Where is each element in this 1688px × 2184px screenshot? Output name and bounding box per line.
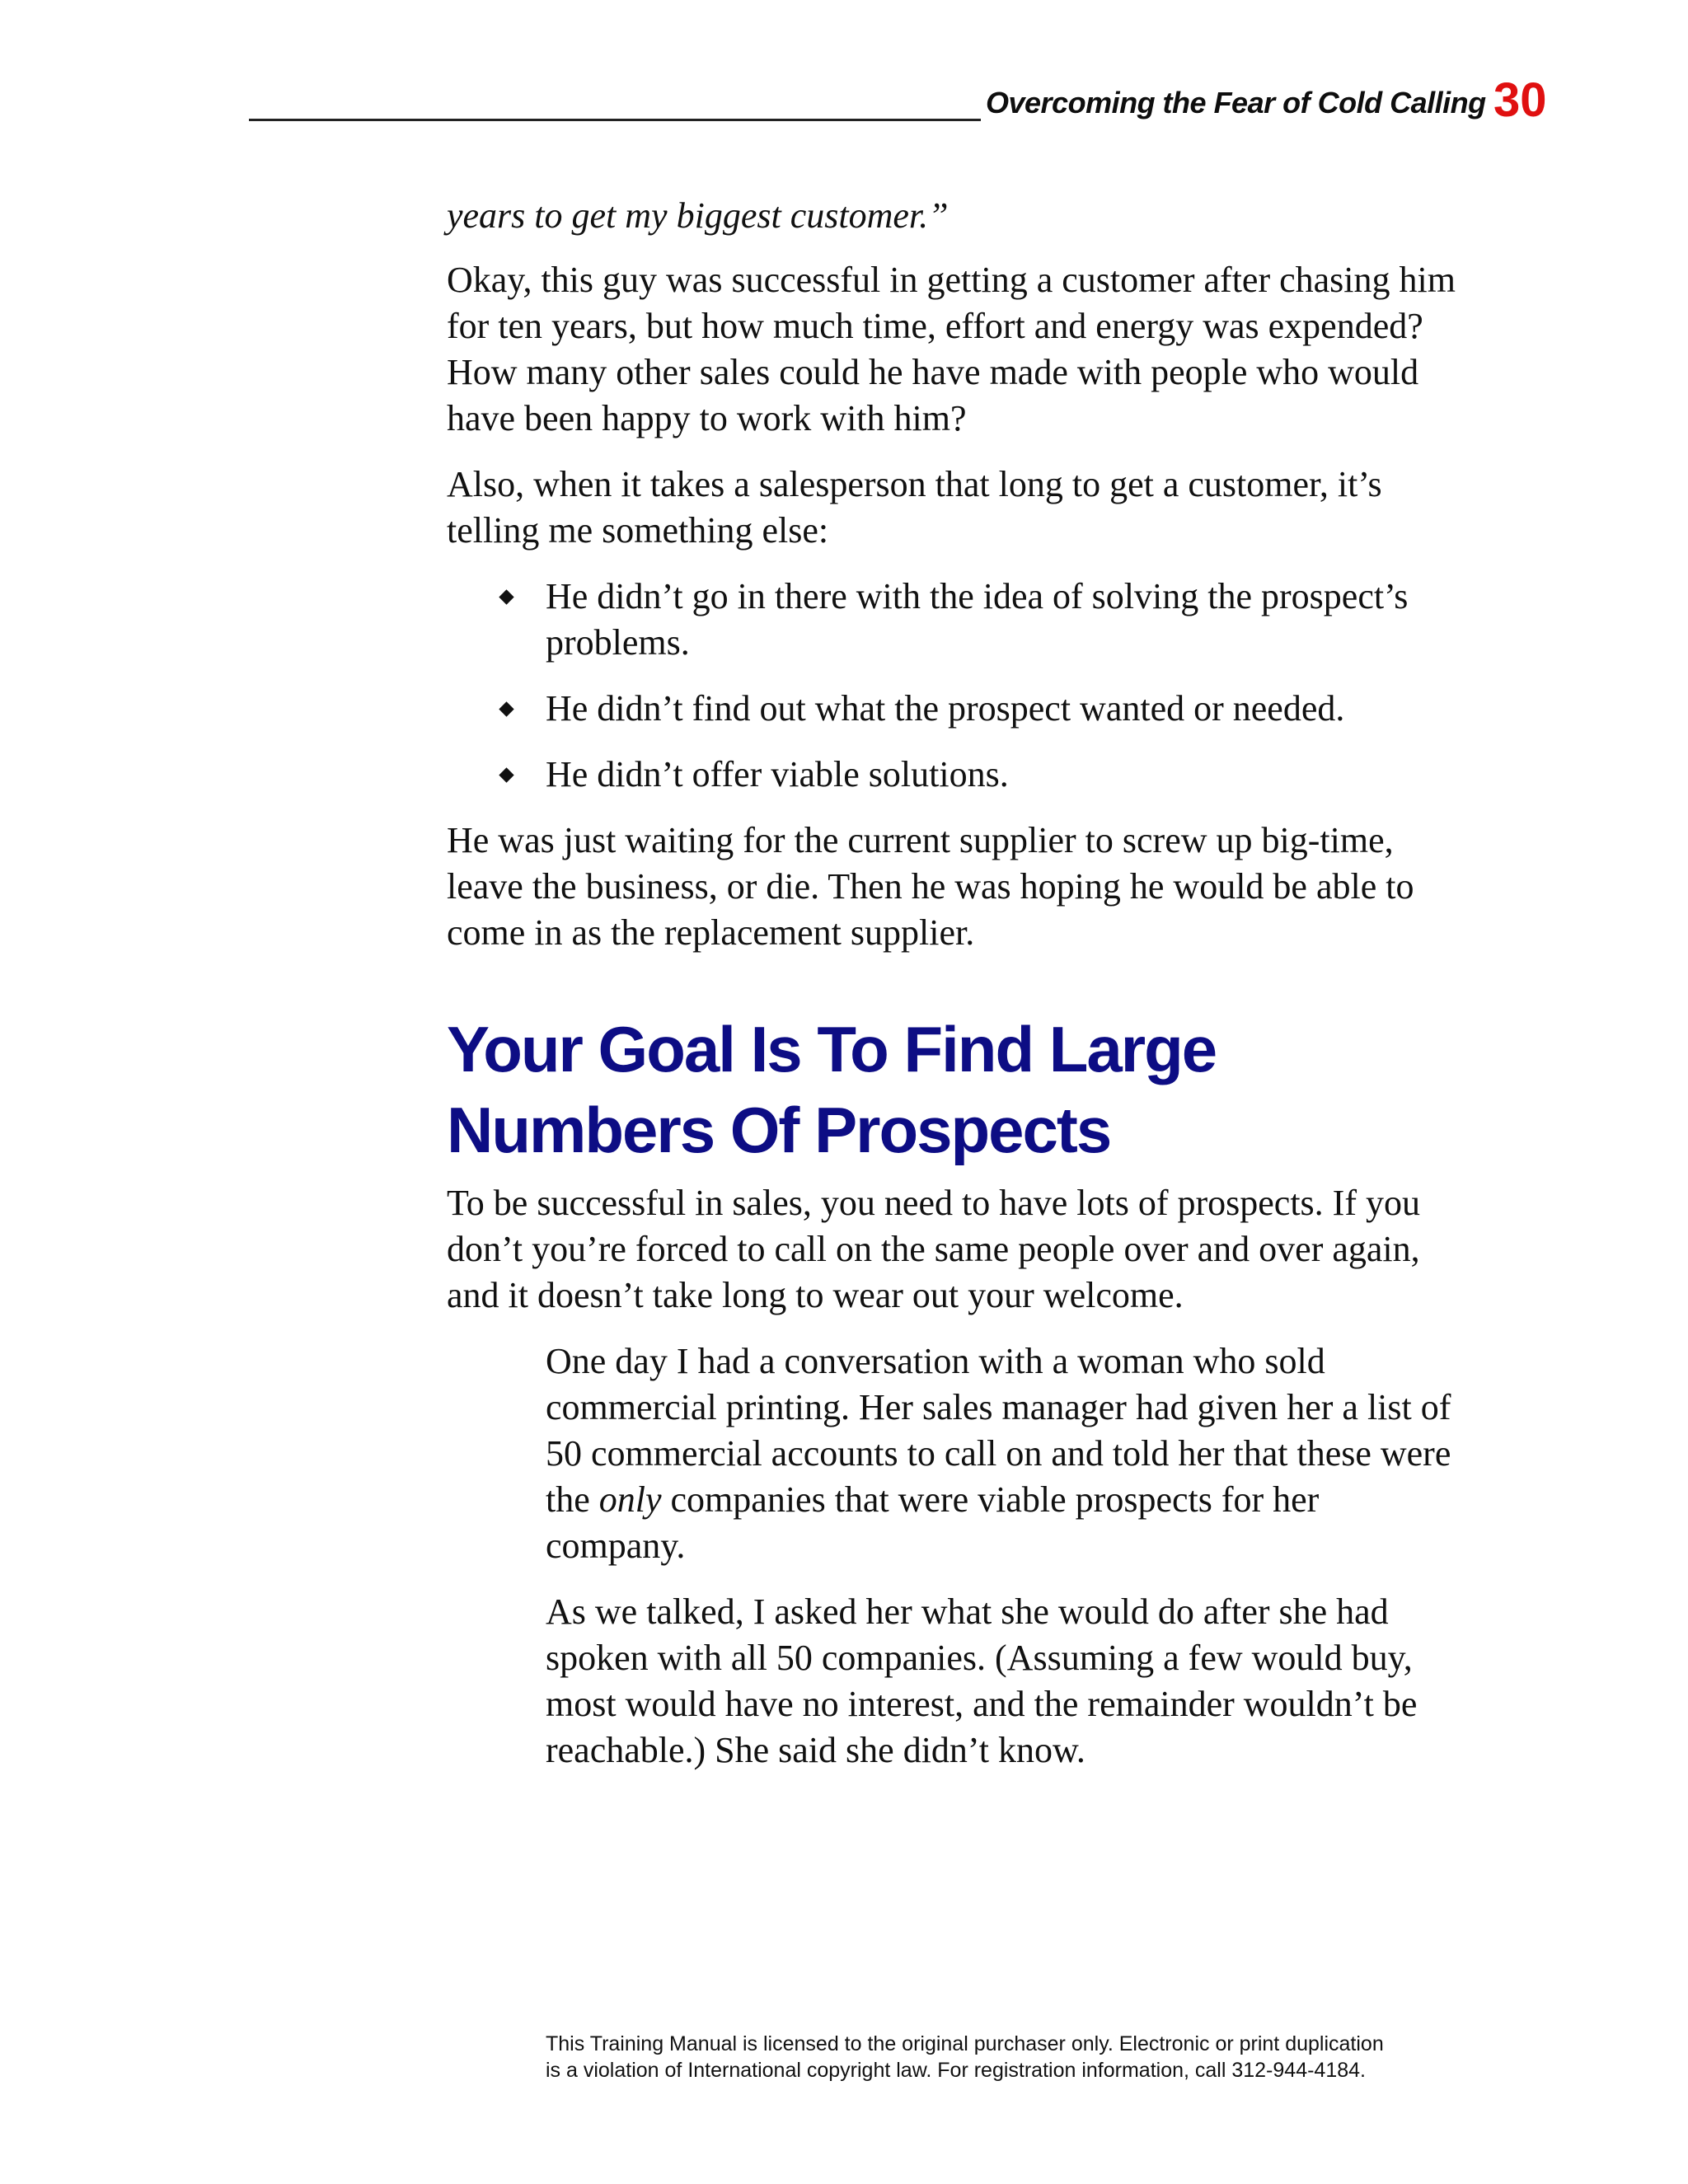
bullet-list	[447, 574, 1456, 798]
running-title: Overcoming the Fear of Cold Calling	[986, 86, 1486, 120]
page-body	[447, 193, 1456, 1793]
bullet-text: He didn’t go in there with the idea of solving the prospect’s problems.	[546, 576, 1409, 663]
diamond-bullet-icon	[499, 589, 513, 604]
page-number: 30	[1493, 73, 1547, 127]
story-paragraph: As we talked, I asked her what she would do after she had spoken with all 50 companies. (Assuming a few would buy, most would have no interest, and the remainder wouldn’t be reachable.) She said she didn’t know.	[546, 1591, 1418, 1770]
story-block	[447, 1338, 1456, 1774]
paragraph: To be successful in sales, you need to have lots of prospects. If you don’t you’re forced to call on the same people over and over again, and it doesn’t take long to wear out your welcome.	[447, 1183, 1420, 1315]
bullet-text: He didn’t find out what the prospect wanted or needed.	[546, 688, 1345, 729]
diamond-bullet-icon	[499, 701, 513, 716]
paragraph: He was just waiting for the current supplier to screw up big-time, leave the business, or die. Then he was hoping he would be able to come in as the replacement supplier.	[447, 820, 1414, 953]
bullet-text: He didn’t offer viable solutions.	[546, 754, 1009, 794]
paragraph: Also, when it takes a salesperson that long to get a customer, it’s telling me something else:	[447, 464, 1382, 551]
footer-line: is a violation of International copyright law. For registration information, call 312-944-4184.	[546, 2059, 1366, 2082]
bullet-item	[546, 686, 1456, 732]
section-heading: Your Goal Is To Find Large Numbers Of Prospects	[447, 1013, 1217, 1166]
bullet-item	[546, 574, 1456, 666]
license-footer	[546, 2031, 1461, 2083]
story-text: One day I had a conversation with a woman who sold commercial printing. Her sales manager had given her a list of 50 commercial accounts to call on and told her that these were the	[546, 1341, 1451, 1520]
header-rule	[249, 119, 981, 121]
bullet-item	[546, 752, 1456, 798]
story-text: companies that were viable prospects for her company.	[546, 1479, 1320, 1566]
footer-line: This Training Manual is licensed to the original purchaser only. Electronic or print duplication	[546, 2032, 1384, 2055]
diamond-bullet-icon	[499, 767, 513, 782]
emphasis-text: only	[598, 1479, 662, 1520]
quote-continuation: years to get my biggest customer.”	[447, 195, 949, 236]
paragraph: Okay, this guy was successful in getting a customer after chasing him for ten years, but how much time, effort and energy was expended? How many other sales could he have made with people who would have been happy to work with him?	[447, 260, 1456, 438]
story-paragraph	[546, 1338, 1456, 1569]
